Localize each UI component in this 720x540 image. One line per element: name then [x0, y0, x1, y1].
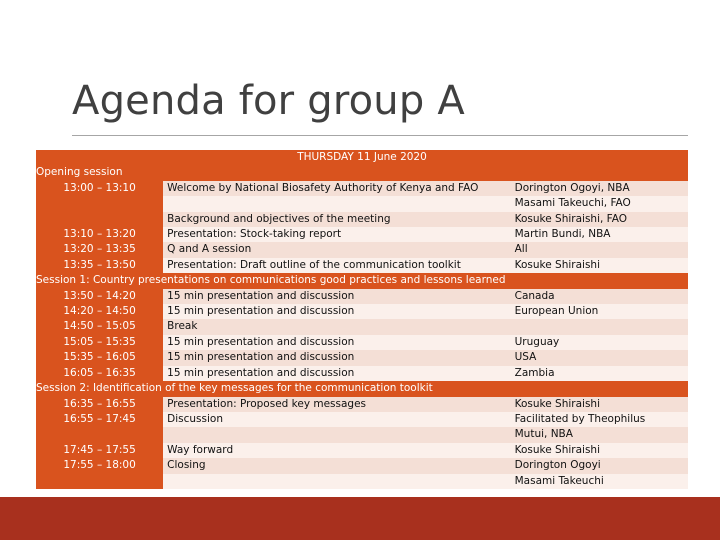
- opening-session-row: [36, 165, 688, 180]
- agenda-row: [36, 196, 688, 211]
- agenda-row: [36, 366, 688, 381]
- agenda-row: [36, 443, 688, 458]
- presenter-cell: Kosuke Shiraishi: [513, 258, 688, 273]
- activity-cell: 15 min presentation and discussion: [163, 304, 512, 319]
- presenter-cell: Kosuke Shiraishi: [513, 443, 688, 458]
- agenda-row: [36, 427, 688, 442]
- agenda-row: [36, 350, 688, 365]
- agenda-row: [36, 319, 688, 334]
- activity-cell: Way forward: [163, 443, 512, 458]
- agenda-row: [36, 335, 688, 350]
- time-cell: [36, 474, 163, 489]
- presenter-cell: Kosuke Shiraishi: [513, 397, 688, 412]
- presenter-cell: Martin Bundi, NBA: [513, 227, 688, 242]
- agenda-row: [36, 474, 688, 489]
- presenter-cell: Kosuke Shiraishi, FAO: [513, 212, 688, 227]
- footer-bar: [0, 497, 720, 540]
- presenter-cell: [513, 319, 688, 334]
- agenda-row: [36, 242, 688, 257]
- activity-cell: 15 min presentation and discussion: [163, 289, 512, 304]
- activity-cell: 15 min presentation and discussion: [163, 335, 512, 350]
- day-header-row: [36, 150, 688, 165]
- slide-title: Agenda for group A: [72, 78, 465, 124]
- activity-cell: 15 min presentation and discussion: [163, 350, 512, 365]
- time-cell: 17:45 – 17:55: [36, 443, 163, 458]
- presenter-cell: European Union: [513, 304, 688, 319]
- agenda-row: [36, 181, 688, 196]
- activity-cell: [163, 427, 512, 442]
- time-cell: 13:35 – 13:50: [36, 258, 163, 273]
- time-cell: 15:05 – 15:35: [36, 335, 163, 350]
- presenter-cell: Masami Takeuchi, FAO: [513, 196, 688, 211]
- opening-session-label: Opening session: [36, 165, 688, 180]
- time-cell: [36, 212, 163, 227]
- activity-cell: Closing: [163, 458, 512, 473]
- time-cell: 13:20 – 13:35: [36, 242, 163, 257]
- presenter-cell: Facilitated by Theophilus: [513, 412, 688, 427]
- activity-cell: Presentation: Draft outline of the communication toolkit: [163, 258, 512, 273]
- time-cell: 16:05 – 16:35: [36, 366, 163, 381]
- time-cell: 13:00 – 13:10: [36, 181, 163, 196]
- title-divider: [72, 135, 688, 136]
- agenda-table: [36, 150, 688, 489]
- time-cell: 15:35 – 16:05: [36, 350, 163, 365]
- presenter-cell: Dorington Ogoyi, NBA: [513, 181, 688, 196]
- activity-cell: 15 min presentation and discussion: [163, 366, 512, 381]
- presenter-cell: Dorington Ogoyi: [513, 458, 688, 473]
- activity-cell: Q and A session: [163, 242, 512, 257]
- agenda-row: [36, 304, 688, 319]
- activity-cell: Background and objectives of the meeting: [163, 212, 512, 227]
- agenda-row: [36, 258, 688, 273]
- agenda-row: [36, 227, 688, 242]
- time-cell: [36, 196, 163, 211]
- time-cell: [36, 427, 163, 442]
- time-cell: 17:55 – 18:00: [36, 458, 163, 473]
- time-cell: 16:35 – 16:55: [36, 397, 163, 412]
- time-cell: 13:50 – 14:20: [36, 289, 163, 304]
- time-cell: 14:50 – 15:05: [36, 319, 163, 334]
- activity-cell: [163, 196, 512, 211]
- time-cell: 16:55 – 17:45: [36, 412, 163, 427]
- agenda-row: [36, 212, 688, 227]
- time-cell: 14:20 – 14:50: [36, 304, 163, 319]
- agenda-row: [36, 458, 688, 473]
- activity-cell: [163, 474, 512, 489]
- activity-cell: Presentation: Stock-taking report: [163, 227, 512, 242]
- session-header-row: [36, 273, 688, 288]
- time-cell: 13:10 – 13:20: [36, 227, 163, 242]
- day-header: THURSDAY 11 June 2020: [36, 150, 688, 165]
- presenter-cell: Zambia: [513, 366, 688, 381]
- activity-cell: Break: [163, 319, 512, 334]
- presenter-cell: Canada: [513, 289, 688, 304]
- session-title: Session 2: Identification of the key messages for the communication toolkit: [36, 381, 688, 396]
- presenter-cell: Mutui, NBA: [513, 427, 688, 442]
- presenter-cell: Uruguay: [513, 335, 688, 350]
- activity-cell: Discussion: [163, 412, 512, 427]
- agenda-row: [36, 397, 688, 412]
- session-header-row: [36, 381, 688, 396]
- presenter-cell: Masami Takeuchi: [513, 474, 688, 489]
- activity-cell: Presentation: Proposed key messages: [163, 397, 512, 412]
- activity-cell: Welcome by National Biosafety Authority of Kenya and FAO: [163, 181, 512, 196]
- session-title: Session 1: Country presentations on communications good practices and lessons learned: [36, 273, 688, 288]
- agenda-row: [36, 289, 688, 304]
- agenda-row: [36, 412, 688, 427]
- presenter-cell: All: [513, 242, 688, 257]
- presenter-cell: USA: [513, 350, 688, 365]
